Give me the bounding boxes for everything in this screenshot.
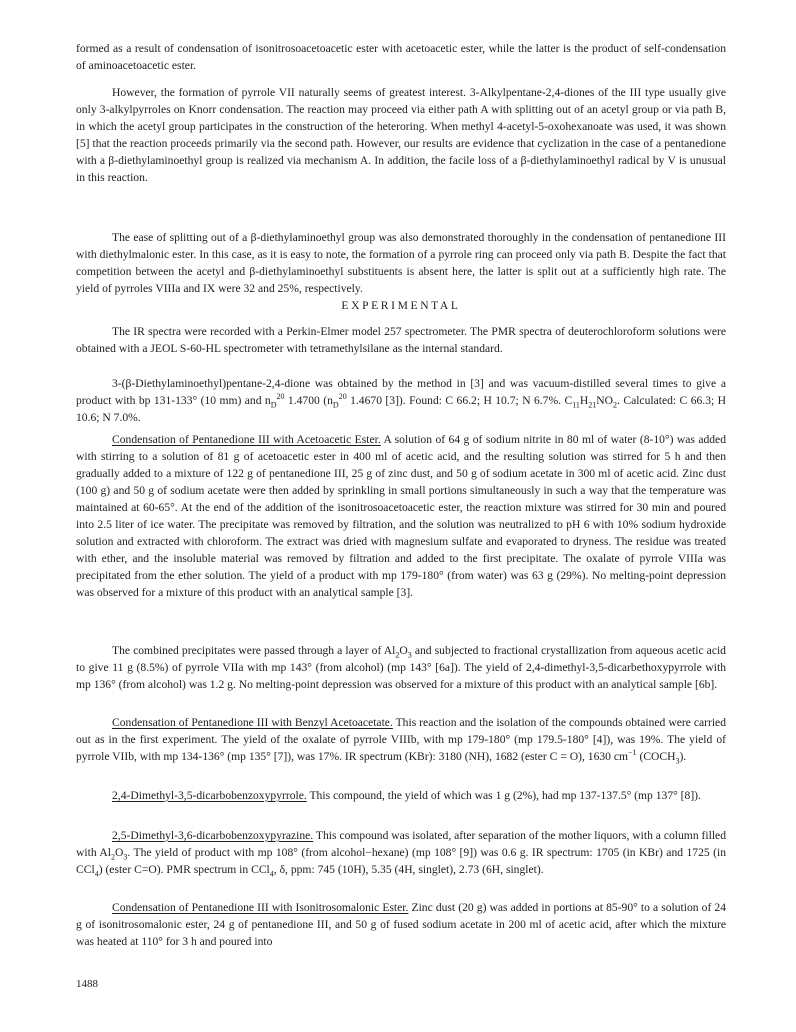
page-number: 1488	[76, 978, 98, 990]
paragraph-diethylaminoethyl: The ease of splitting out of a β-diethylaminoethyl group was also demonstrated thoroughly in the condensation of pentanedione III with diethylmalonic ester. In this case, as it is easy to note, the formation of a pyrrole ring can proceed only via path B. Despite the fact that competition between the acetyl and β-diethylaminoethyl substituents is absent here, the latter is split out at a sufficiently high rate. The yield of pyrroles VIIIa and IX were 32 and 25%, respectively.	[76, 231, 726, 295]
paragraph-isonitrosomalonic: Condensation of Pentanedione III with Isonitrosomalonic Ester. Zinc dust (20 g) was added in portions at 85-90° to a solution of 24 g of isonitrosomalonic ester, 24 g of pentanedione III, and 50 g of fused sodium acetate in 200 ml of acetic acid, after which the mixture was heated at 110° for 3 h and poured into	[76, 901, 726, 948]
paragraph-combined-precipitates: The combined precipitates were passed through a layer of $Al_2O_3$ and subjected to fractional crystallization from aqueous acetic acid to give 11 g (8.5%) of pyrrole VIIa with mp 143° (from alcohol) (mp 143° [6a]). The yield of 2,4-dimethyl-3,5-dicarbethoxypyrrole with mp 136° (from alcohol) was 1.2 g. No melting-point depression was observed for a mixture of this product with an analytical sample [6b].	[76, 644, 726, 691]
paragraph-dicarbobenzoxypyrrole: 2,4-Dimethyl-3,5-dicarbobenzoxypyrrole. This compound, the yield of which was 1 g (2%), had mp 137-137.5° (mp 137° [8]).	[112, 789, 701, 802]
paragraph-pentanedione-prep: 3-(β-Diethylaminoethyl)pentane-2,4-dione was obtained by the method in [3] and was vacuum-distilled several times to give a product with bp 131-133° (10 mm) and $n_D^{20}$ 1.4700 ($n_D^{20}$ 1.4670 [3]). Found: C 66.2; H 10.7; N 6.7%. $C_{11}H_{21}NO_2$. Calculated: C 66.3; H 10.6; N 7.0%.	[76, 377, 727, 424]
paragraph-acetoacetic-condensation: Condensation of Pentanedione III with Acetoacetic Ester. A solution of 64 g of sodium nitrite in 80 ml of water (8-10°) was added with stirring to a solution of 81 g of acetoacetic ester in 400 ml of acetic acid, and the resulting solution was stirred for 5 h and then gradually added to a mixture of 122 g of pentanedione III, 25 g of zinc dust, and 50 g of sodium acetate in 300 ml of acetic acid. Zinc dust (100 g) and 50 g of sodium acetate were then added by sprinkling in small portions simultaneously in such a way that the temperature was maintained at 60-65°. At the end of the addition of the isonitrosoacetoacetic ester, the reaction mixture was stirred for 30 min and poured into 2.5 liter of ice water. The precipitate was removed by filtration, and the solution was neutralized to pH 6 with 10% sodium hydroxide solution and extracted with chloroform. The extract was dried with magnesium sulfate and evaporated to dryness. The residue was treated with ether, and the insoluble material was removed by filtration and added to the first precipitate. The oxalate of pyrrole VIIIa was precipitated from the ether solution. The yield of a product with mp 179-180° (from water) was 63 g (29%). No melting-point depression was observed for a mixture of this product with an analytical sample [3].	[76, 433, 726, 599]
paragraph-spectra: The IR spectra were recorded with a Perkin-Elmer model 257 spectrometer. The PMR spectra of deuterochloroform solutions were obtained with a JEOL S-60-HL spectrometer with tetramethylsilane as the internal standard.	[76, 325, 726, 355]
subsection-title: Condensation of Pentanedione III with Acetoacetic Ester.	[112, 433, 381, 446]
subsection-title: 2,5-Dimethyl-3,6-dicarbobenzoxypyrazine.	[112, 829, 314, 842]
subsection-title: 2,4-Dimethyl-3,5-dicarbobenzoxypyrrole.	[112, 789, 307, 802]
section-heading-experimental: EXPERIMENTAL	[341, 299, 461, 312]
subsection-title: Condensation of Pentanedione III with Isonitrosomalonic Ester.	[112, 901, 409, 914]
subsection-title: Condensation of Pentanedione III with Benzyl Acetoacetate.	[112, 716, 393, 729]
paragraph-intro: formed as a result of condensation of isonitrosoacetoacetic ester with acetoacetic ester, while the latter is the product of self-condensation of aminoacetoacetic ester.	[76, 42, 726, 72]
paragraph-benzyl-acetoacetate: Condensation of Pentanedione III with Benzyl Acetoacetate. This reaction and the isolation of the compounds obtained were carried out as in the first experiment. The yield of the oxalate of pyrrole VIIIb, with mp 179-180° (mp 179.5-180° [4]), was 19%. The yield of pyrrole VIIb, with mp 134-136° (mp 135° [7]), was 17%. IR spectrum (KBr): 3180 (NH), 1682 (ester C = O), 1630 $cm^{-1}$ $(COCH_3)$.	[76, 716, 726, 766]
paragraph-dicarbobenzoxypyrazine: 2,5-Dimethyl-3,6-dicarbobenzoxypyrazine. This compound was isolated, after separation of the mother liquors, with a column filled with $Al_2O_3$. The yield of product with mp 108° (from alcohol−hexane) (mp 108° [9]) was 0.6 g. IR spectrum: 1705 (in KBr) and 1725 (in CCl$_4$) (ester C=O). PMR spectrum in CCl$_4$, δ, ppm: 745 (10H), 5.35 (4H, singlet), 2.73 (6H, singlet).	[76, 829, 726, 879]
paragraph-pyrrole-vii: However, the formation of pyrrole VII naturally seems of greatest interest. 3-Alkylpentane-2,4-diones of the III type usually give only 3-alkylpyrroles on Knorr condensation. The reaction may proceed via either path A with splitting out of an acetyl group or via path B, in which the acetyl group participates in the construction of the heteroring. When methyl 4-acetyl-5-oxohexanoate was used, it was shown [5] that the reaction proceeds primarily via the second path. However, our results are evidence that cyclization in the case of a pentanedione with a β-diethylaminoethyl group is realized via mechanism A. In addition, the facile loss of a β-diethylaminoethyl radical by V is unusual in this reaction.	[76, 86, 726, 184]
